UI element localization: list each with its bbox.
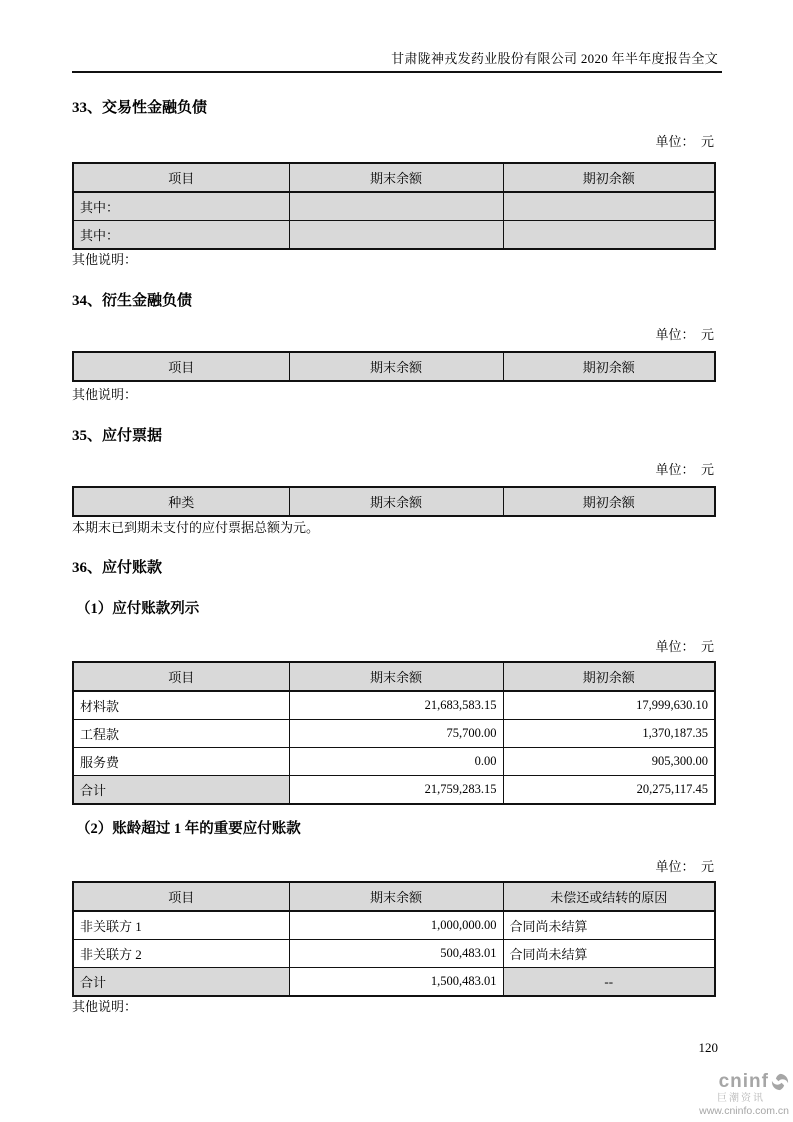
row-label: 材料款: [73, 691, 289, 720]
table-row: [73, 192, 715, 221]
section-36-sub1-heading: （1）应付账款列示: [76, 601, 200, 617]
table-row-total: [73, 968, 715, 997]
table-header-row: [73, 487, 715, 516]
total-ending-balance: 21,759,283.15: [289, 776, 503, 805]
table-trading-financial-liabilities: [72, 162, 716, 250]
empty-cell: [503, 192, 715, 221]
column-header-type: 种类: [73, 487, 289, 516]
column-header-ending-balance: 期末余额: [289, 163, 503, 192]
table-row-service: [73, 748, 715, 776]
section-34-heading: 34、衍生金融负债: [72, 293, 193, 309]
row-label: 其中：: [73, 192, 289, 221]
total-label: 合计: [73, 776, 289, 805]
column-header-beginning-balance: 期初余额: [503, 163, 715, 192]
table-important-accounts-payable-over-1-year: [72, 881, 716, 997]
cninfo-url: www.cninfo.com.cn: [699, 1105, 789, 1117]
section-33-note: 其他说明：: [72, 252, 138, 267]
empty-cell: [289, 221, 503, 250]
section-34-note: 其他说明：: [72, 387, 138, 402]
unit-label-36b: 单位： 元: [655, 859, 714, 874]
cninfo-swirl-icon: [771, 1073, 789, 1091]
page-number: 120: [698, 1040, 718, 1055]
unit-label-35: 单位： 元: [655, 462, 714, 477]
table-header-row: [73, 352, 715, 381]
empty-cell: [503, 221, 715, 250]
unit-label-36a: 单位： 元: [655, 639, 714, 654]
column-header-reason: 未偿还或结转的原因: [503, 882, 715, 911]
total-reason-placeholder: --: [503, 968, 715, 997]
table-row: [73, 221, 715, 250]
column-header-beginning-balance: 期初余额: [503, 487, 715, 516]
column-header-beginning-balance: 期初余额: [503, 662, 715, 691]
ending-balance-value: 75,700.00: [289, 720, 503, 748]
reason-value: 合同尚未结算: [503, 940, 715, 968]
row-label: 非关联方 2: [73, 940, 289, 968]
column-header-item: 项目: [73, 163, 289, 192]
beginning-balance-value: 1,370,187.35: [503, 720, 715, 748]
total-beginning-balance: 20,275,117.45: [503, 776, 715, 805]
table-header-row: [73, 662, 715, 691]
unit-label-34: 单位： 元: [655, 327, 714, 342]
beginning-balance-value: 905,300.00: [503, 748, 715, 776]
column-header-ending-balance: 期末余额: [289, 882, 503, 911]
table-row-materials: [73, 691, 715, 720]
table-row-total: [73, 776, 715, 805]
table-row-nonrelated-1: [73, 911, 715, 940]
total-label: 合计: [73, 968, 289, 997]
row-label: 其中：: [73, 221, 289, 250]
ending-balance-value: 0.00: [289, 748, 503, 776]
table-header-row: [73, 163, 715, 192]
section-33-heading: 33、交易性金融负债: [72, 100, 208, 116]
column-header-ending-balance: 期末余额: [289, 352, 503, 381]
ending-balance-value: 1,000,000.00: [289, 911, 503, 940]
row-label: 服务费: [73, 748, 289, 776]
table-notes-payable: [72, 486, 716, 517]
column-header-ending-balance: 期末余额: [289, 662, 503, 691]
cninfo-chinese-name: 巨潮资讯: [717, 1093, 765, 1104]
table-row-engineering: [73, 720, 715, 748]
ending-balance-value: 21,683,583.15: [289, 691, 503, 720]
table-row-nonrelated-2: [73, 940, 715, 968]
total-ending-balance: 1,500,483.01: [289, 968, 503, 997]
column-header-item: 项目: [73, 662, 289, 691]
section-36-note: 其他说明：: [72, 999, 138, 1014]
document-header-title: 甘肃陇神戎发药业股份有限公司 2020 年半年度报告全文: [391, 51, 718, 66]
table-derivative-financial-liabilities: [72, 351, 716, 382]
table-header-row: [73, 882, 715, 911]
section-35-heading: 35、应付票据: [72, 428, 163, 444]
header-rule: [72, 71, 722, 73]
section-36-heading: 36、应付账款: [72, 560, 163, 576]
row-label: 工程款: [73, 720, 289, 748]
column-header-item: 项目: [73, 882, 289, 911]
ending-balance-value: 500,483.01: [289, 940, 503, 968]
cninfo-logo: [669, 1072, 789, 1117]
table-accounts-payable: [72, 661, 716, 805]
column-header-ending-balance: 期末余额: [289, 487, 503, 516]
cninfo-brand-text: cninf: [718, 1071, 769, 1092]
column-header-beginning-balance: 期初余额: [503, 352, 715, 381]
column-header-item: 项目: [73, 352, 289, 381]
section-36-sub2-heading: （2）账龄超过 1 年的重要应付账款: [76, 821, 301, 837]
beginning-balance-value: 17,999,630.10: [503, 691, 715, 720]
reason-value: 合同尚未结算: [503, 911, 715, 940]
row-label: 非关联方 1: [73, 911, 289, 940]
unit-label-33: 单位： 元: [655, 134, 714, 149]
empty-cell: [289, 192, 503, 221]
section-35-note: 本期末已到期未支付的应付票据总额为元。: [72, 520, 320, 535]
